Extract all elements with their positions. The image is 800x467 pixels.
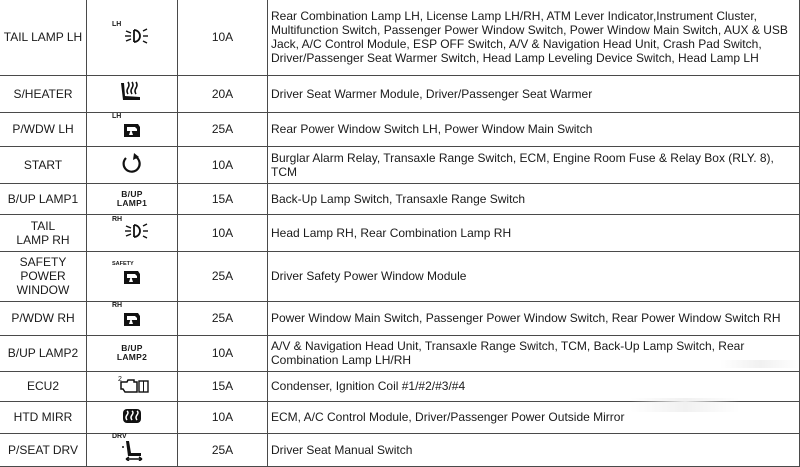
tail-lamp-icon <box>112 218 152 244</box>
icon-label: DRV <box>112 433 127 440</box>
tail-lamp-icon <box>112 20 152 49</box>
fuse-symbol <box>87 146 178 183</box>
heated-mirror-icon <box>112 403 152 429</box>
fuse-symbol <box>87 301 178 335</box>
icon-label: B/UP LAMP1 <box>116 188 148 208</box>
fuse-rating: 25A <box>178 112 268 146</box>
fuse-name: TAIL LAMP RH <box>0 214 87 251</box>
protected-component: Burglar Alarm Relay, Transaxle Range Switch, ECM, Engine Room Fuse & Relay Box (RLY. 8), TCM <box>268 146 800 183</box>
fuse-name: ECU2 <box>0 371 87 401</box>
fuse-name: TAIL LAMP LH <box>0 0 87 75</box>
ecu-icon <box>112 372 152 398</box>
start-icon <box>112 150 152 176</box>
icon-label: 2 <box>118 375 122 383</box>
icon-label: LH <box>112 20 122 28</box>
fuse-name: P/WDW LH <box>0 112 87 146</box>
fuse-name: S/HEATER <box>0 75 87 112</box>
protected-component: Condenser, Ignition Coil #1/#2/#3/#4 <box>268 371 800 401</box>
fuse-name: B/UP LAMP2 <box>0 335 87 371</box>
backup-lamp-icon <box>110 186 154 212</box>
seat-heater-icon <box>112 79 152 105</box>
icon-label: B/UP LAMP2 <box>116 343 148 362</box>
fuse-name: B/UP LAMP1 <box>0 183 87 214</box>
fuse-rating: 10A <box>178 0 268 75</box>
fuse-symbol <box>87 335 178 371</box>
fuse-row <box>0 301 800 335</box>
protected-component: Driver Safety Power Window Module <box>268 251 800 301</box>
fuse-symbol <box>87 183 178 214</box>
icon-label: LH <box>112 112 122 120</box>
fuse-row <box>0 183 800 214</box>
protected-component: Back-Up Lamp Switch, Transaxle Range Switch <box>268 183 800 214</box>
fuse-symbol <box>87 371 178 401</box>
fuse-name: SAFETY POWER WINDOW <box>0 251 87 301</box>
fuse-row <box>0 112 800 146</box>
fuse-rating: 10A <box>178 146 268 183</box>
icon-label: RH <box>112 301 123 309</box>
fuse-rating: 25A <box>178 301 268 335</box>
power-window-icon <box>112 301 152 330</box>
safety-power-window-icon <box>112 262 152 288</box>
protected-component: Rear Power Window Switch LH, Power Window Main Switch <box>268 112 800 146</box>
fuse-row <box>0 433 800 466</box>
fuse-row <box>0 335 800 371</box>
fuse-rating: 15A <box>178 371 268 401</box>
protected-component: A/V & Navigation Head Unit, Transaxle Range Switch, TCM, Back-Up Lamp Switch, Rear Combination Lamp LH/RH <box>268 335 800 371</box>
fuse-symbol <box>87 75 178 112</box>
fuse-rating: 25A <box>178 251 268 301</box>
protected-component: Driver Seat Warmer Module, Driver/Passenger Seat Warmer <box>268 75 800 112</box>
protected-component: ECM, A/C Control Module, Driver/Passenger Power Outside Mirror <box>268 401 800 433</box>
fuse-symbol <box>87 401 178 433</box>
backup-lamp-icon <box>110 340 154 366</box>
fuse-row <box>0 75 800 112</box>
fuse-symbol <box>87 251 178 301</box>
fuse-name: P/SEAT DRV <box>0 433 87 466</box>
fuse-row <box>0 214 800 251</box>
power-window-icon <box>112 112 152 141</box>
fuse-row <box>0 146 800 183</box>
fuse-row <box>0 401 800 433</box>
fuse-rating: 15A <box>178 183 268 214</box>
fuse-symbol <box>87 112 178 146</box>
fuse-rating: 25A <box>178 433 268 466</box>
fuse-rating: 20A <box>178 75 268 112</box>
fuse-name: P/WDW RH <box>0 301 87 335</box>
power-seat-icon <box>112 435 152 461</box>
protected-component: Power Window Main Switch, Passenger Power Window Switch, Rear Power Window Switch RH <box>268 301 800 335</box>
fuse-rating: 10A <box>178 214 268 251</box>
fuse-row <box>0 251 800 301</box>
fuse-symbol <box>87 214 178 251</box>
protected-component: Rear Combination Lamp LH, License Lamp LH/RH, ATM Lever Indicator,Instrument Cluster, Multifunction Switch, Passenger Power Window Switch, Power Window Main Switch, AUX & USB Jack, A/C Control Module, ESP OFF Switch, A/V & Navigation Head Unit, Crash Pad Switch, Driver/Passenger Seat Warmer Switch, Head Lamp Leveling Device Switch, Head Lamp LH <box>268 0 800 75</box>
fuse-rating: 10A <box>178 335 268 371</box>
protected-component: Head Lamp RH, Rear Combination Lamp RH <box>268 214 800 251</box>
icon-label: SAFETY <box>112 260 134 267</box>
fuse-name: START <box>0 146 87 183</box>
fuse-symbol <box>87 433 178 466</box>
fuse-name: HTD MIRR <box>0 401 87 433</box>
fuse-rating: 10A <box>178 401 268 433</box>
icon-label: RH <box>112 216 123 223</box>
fuse-symbol <box>87 0 178 75</box>
fuse-row <box>0 0 800 75</box>
fuse-row <box>0 371 800 401</box>
protected-component: Driver Seat Manual Switch <box>268 433 800 466</box>
